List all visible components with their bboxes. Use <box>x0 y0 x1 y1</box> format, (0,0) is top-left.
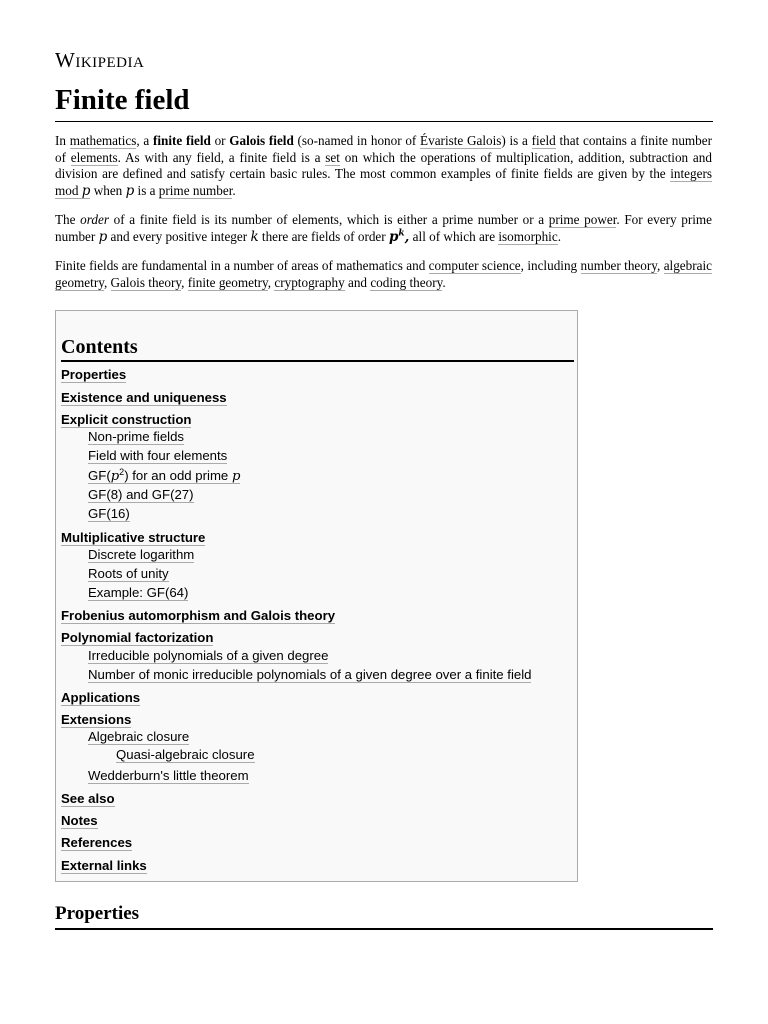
math-k: k <box>250 228 259 245</box>
link-coding-theory[interactable]: coding theory <box>370 274 443 290</box>
toc-item-gf-p2-odd-prime[interactable]: $GF(p^2)$ for an odd prime p <box>88 467 241 484</box>
link-algebraic-geometry[interactable]: algebraic geometry <box>55 258 713 290</box>
toc-item-multiplicative-structure[interactable]: Multiplicative structure <box>61 530 206 545</box>
page-title: Finite field <box>55 84 190 116</box>
link-field[interactable]: field <box>531 133 556 148</box>
link-mathematics[interactable]: mathematics <box>69 133 137 148</box>
link-cryptography[interactable]: cryptography <box>274 274 345 290</box>
toc-item-external-links[interactable]: External links <box>61 858 147 873</box>
toc-divider <box>61 360 574 362</box>
table-of-contents <box>55 310 578 882</box>
toc-item-gf8-and-gf27[interactable]: GF(8) and GF(27) <box>88 487 194 502</box>
math-p-to-k: $p^k$, <box>388 228 410 245</box>
toc-item-extensions[interactable]: Extensions <box>61 712 132 727</box>
toc-item-algebraic-closure[interactable]: Algebraic closure <box>88 729 190 744</box>
link-isomorphic[interactable]: isomorphic <box>498 228 558 244</box>
toc-item-wedderburns-little-theorem[interactable]: Wedderburn's little theorem <box>88 768 249 783</box>
toc-item-applications[interactable]: Applications <box>61 690 141 705</box>
link-computer-science[interactable]: computer science <box>428 258 521 273</box>
link-finite-geometry[interactable]: finite geometry <box>187 274 268 290</box>
link-elements[interactable]: elements <box>70 149 118 165</box>
toc-item-gf16[interactable]: GF(16) <box>88 506 130 521</box>
toc-item-example-gf64[interactable]: Example: GF(64) <box>88 585 189 600</box>
toc-item-irreducible-polynomials[interactable]: Irreducible polynomials of a given degree <box>88 648 329 663</box>
toc-item-quasi-algebraic-closure[interactable]: Quasi-algebraic closure <box>116 747 255 762</box>
link-integers-mod-p[interactable]: integers mod p <box>55 166 712 199</box>
toc-item-references[interactable]: References <box>61 835 133 850</box>
link-galois-theory[interactable]: Galois theory <box>110 274 182 290</box>
link-set[interactable]: set <box>325 149 340 165</box>
lead-paragraph-1: In mathematics, a finite field or Galois field (so-named in honor of Évariste Galois) is a field that contains a finite number of elements. As with any field, a finite field is a set on which the operations of multiplication, addition, subtraction and division are defined and satisfy certain basic rules. The most common examples of finite fields are given by the integers mod p when p is a prime number. <box>55 133 713 199</box>
toc-item-number-of-monic-irreducible[interactable]: Number of monic irreducible polynomials of a given degree over a finite field <box>88 667 532 682</box>
toc-item-existence-and-uniqueness[interactable]: Existence and uniqueness <box>61 390 227 405</box>
article-lead <box>55 133 712 304</box>
toc-item-properties[interactable]: Properties <box>61 367 127 382</box>
toc-item-field-with-four-elements[interactable]: Field with four elements <box>88 448 228 463</box>
toc-item-roots-of-unity[interactable]: Roots of unity <box>88 566 169 581</box>
lead-paragraph-2: The order of a finite field is its number of elements, which is either a prime number or a prime power. For every prime number p and every positive integer k there are fields of order $p^k$, all of which are isomorphic. <box>55 212 712 245</box>
link-evariste-galois[interactable]: Évariste Galois <box>420 133 502 148</box>
title-divider <box>55 121 713 122</box>
toc-item-notes[interactable]: Notes <box>61 813 98 828</box>
toc-item-non-prime-fields[interactable]: Non-prime fields <box>88 429 185 444</box>
wikipedia-wordmark[interactable]: Wikipedia <box>55 48 145 72</box>
link-number-theory[interactable]: number theory <box>580 258 658 273</box>
toc-item-explicit-construction[interactable]: Explicit construction <box>61 412 192 427</box>
toc-item-polynomial-factorization[interactable]: Polynomial factorization <box>61 630 214 645</box>
term-finite-field: finite field <box>152 133 211 148</box>
lead-paragraph-3: Finite fields are fundamental in a number of areas of mathematics and computer science, including number theory, algebraic geometry, Galois theory, finite geometry, cryptography and coding theory. <box>55 258 713 290</box>
term-order: order <box>80 212 109 227</box>
toc-item-see-also[interactable]: See also <box>61 791 115 806</box>
math-p: p <box>98 228 108 245</box>
link-prime-number[interactable]: prime number <box>158 182 233 198</box>
toc-item-discrete-logarithm[interactable]: Discrete logarithm <box>88 547 195 562</box>
section-heading-properties: Properties <box>55 903 140 924</box>
math-p: p <box>125 182 135 199</box>
term-galois-field: Galois field <box>229 133 294 148</box>
toc-title: Contents <box>61 336 138 358</box>
toc-item-frobenius-automorphism[interactable]: Frobenius automorphism and Galois theory <box>61 608 336 623</box>
section-divider <box>55 928 713 930</box>
link-prime-power[interactable]: prime power <box>548 212 617 227</box>
